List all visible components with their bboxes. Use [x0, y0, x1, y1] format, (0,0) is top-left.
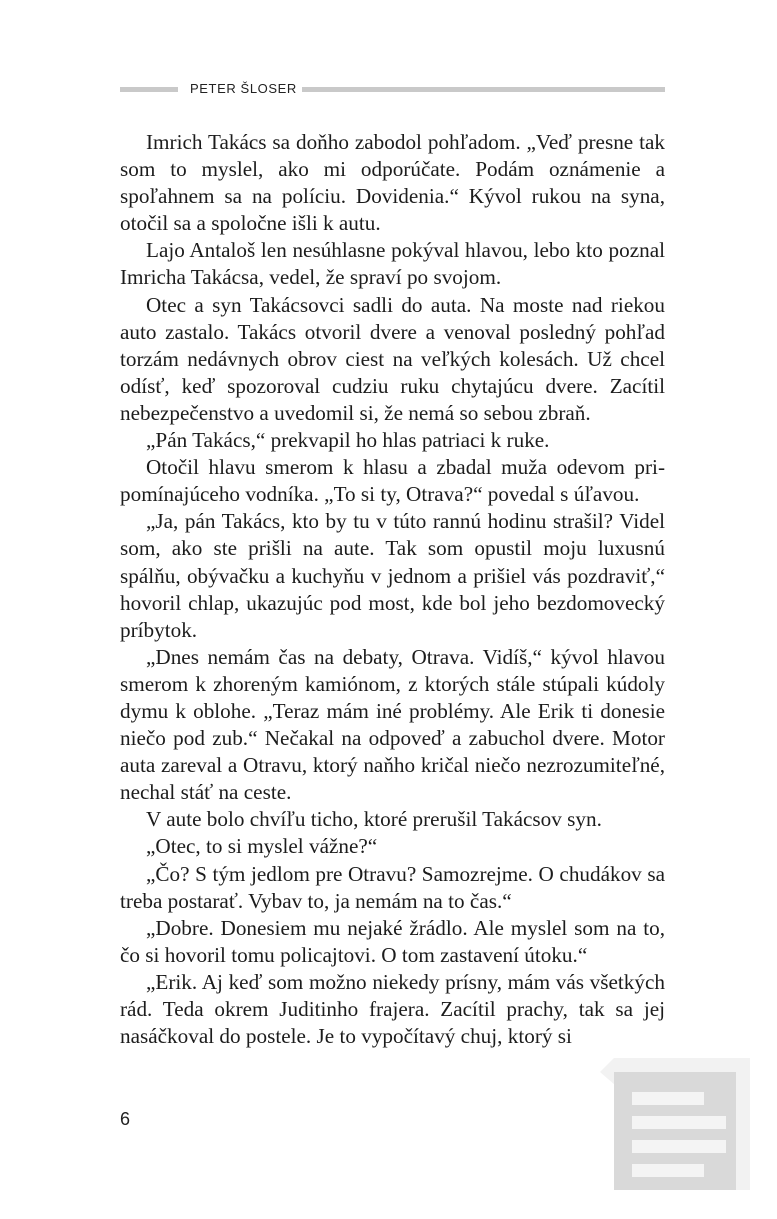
paragraph-3: Otec a syn Takácsovci sadli do auta. Na moste nad riekou auto zastalo. Takács otvoril dvere a venoval posledný pohľad torzám nedávnych obrov ciest na veľkých kolesách. Už chcel odísť, keď spozoroval cudziu ruku chytajúcu dvere. Zacítil nebezpečenstvo a uvedomil si, že nemá so sebou zbraň. [120, 292, 665, 425]
paragraph-10: „Čo? S tým jedlom pre Otravu? Samozrejme. O chudákov sa treba postarať. Vybav to, ja nemám na to čas.“ [120, 861, 665, 913]
header-rule-left [120, 87, 178, 92]
page-number: 6 [120, 1109, 131, 1129]
running-header [0, 79, 777, 99]
paragraph-11: „Dobre. Donesiem mu nejaké žrádlo. Ale myslel som na to, čo si hovoril tomu policajtovi. O tom zastavení útoku.“ [120, 915, 665, 967]
paragraph-5: Otočil hlavu smerom k hlasu a zbadal muža odevom pripomínajúceho vodníka. „To si ty, Otrava?“ povedal s úľavou. [120, 455, 665, 507]
paragraph-12: „Erik. Aj keď som možno niekedy prísny, mám vás všetkých rád. Teda okrem Juditinho frajera. Zacítil prachy, tak sa jej nasáčkoval do postele. Je to vypočítavý chuj, ktorý si [120, 969, 665, 1049]
paragraph-2: Lajo Antaloš len nesúhlasne pokýval hlavou, lebo kto poznal Imricha Takácsa, vedel, že spraví po svojom. [120, 238, 665, 290]
paragraph-9: „Otec, to si myslel vážne?“ [146, 834, 378, 859]
header-author: PETER ŠLOSER [190, 81, 297, 96]
header-rule-right [302, 87, 665, 92]
body-text [120, 129, 665, 1050]
watermark-logo-icon [600, 1058, 750, 1190]
paragraph-1: Imrich Takács sa doňho zabodol pohľadom. „Veď presne tak som to myslel, ako mi odporúčate. Podám oznámenie a spoľahnem sa na políciu. Dovidenia.“ Kývol rukou na syna, otočil sa a spoločne išli k autu. [120, 130, 665, 236]
paragraph-8: V aute bolo chvíľu ticho, ktoré prerušil Takácsov syn. [146, 807, 602, 832]
paragraph-6: „Ja, pán Takács, kto by tu v túto rannú hodinu strašil? Videl som, ako ste prišli na aute. Tak som opustil moju luxusnú spálňu, obývačku a kuchyňu v jednom a prišiel vás pozdraviť,“ hovoril chlap, ukazujúc pod most, kde bol jeho bezdomovecký príbytok. [120, 509, 665, 642]
paragraph-7: „Dnes nemám čas na debaty, Otrava. Vidíš,“ kývol hlavou smerom k zhoreným kamiónom, z ktorých stále stúpali kúdoly dymu k oblohe. „Teraz mám iné problémy. Ale Erik ti donesie niečo pod zub.“ Nečakal na odpoveď a zabuchol dvere. Motor auta zareval a Otravu, ktorý naňho kričal niečo nezrozumiteľné, nechal stáť na ceste. [120, 644, 665, 805]
paragraph-4: „Pán Takács,“ prekvapil ho hlas patriaci k ruke. [146, 428, 550, 453]
